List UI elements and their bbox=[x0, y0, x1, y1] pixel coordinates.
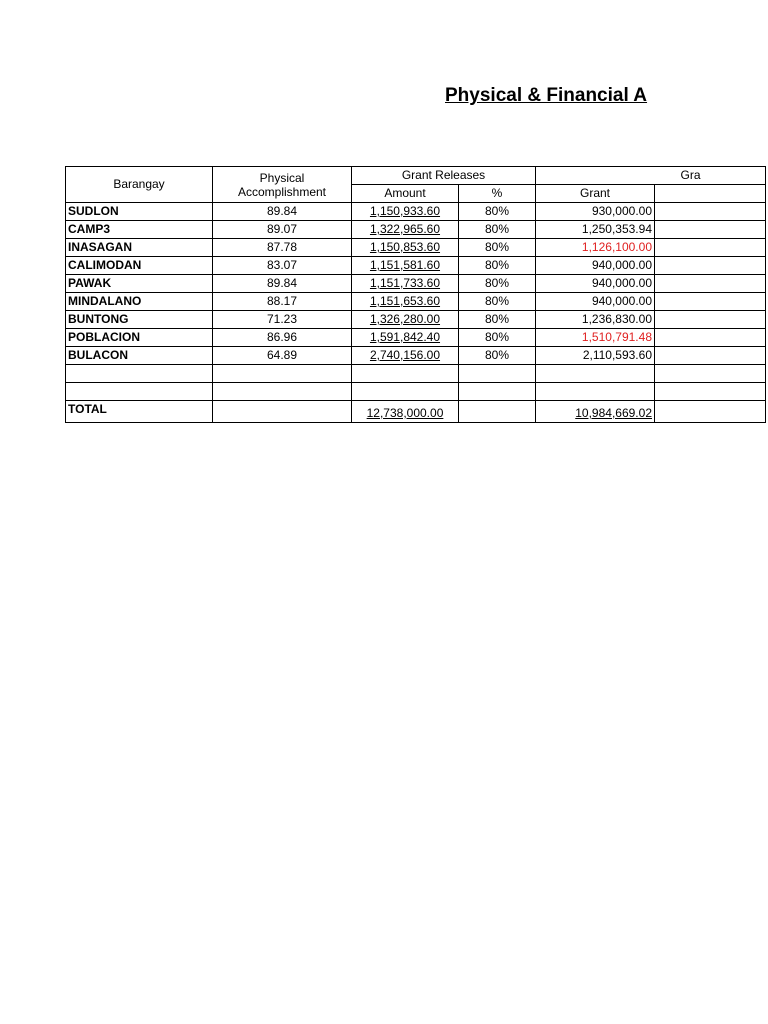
table-body bbox=[66, 203, 766, 423]
cell-grant: 1,236,830.00 bbox=[536, 311, 655, 329]
header-physical bbox=[213, 167, 352, 203]
cell-barangay: INASAGAN bbox=[66, 239, 213, 257]
cell-hidden bbox=[655, 203, 766, 221]
cell-percent: 80% bbox=[459, 203, 536, 221]
cell-grant: 930,000.00 bbox=[536, 203, 655, 221]
cell-hidden bbox=[655, 347, 766, 365]
table-row bbox=[66, 275, 766, 293]
cell-grant: 940,000.00 bbox=[536, 293, 655, 311]
cell-percent: 80% bbox=[459, 293, 536, 311]
total-amount: 12,738,000.00 bbox=[352, 401, 459, 423]
cell-grant: 940,000.00 bbox=[536, 275, 655, 293]
cell-barangay: CALIMODAN bbox=[66, 257, 213, 275]
cell-barangay: POBLACION bbox=[66, 329, 213, 347]
table-row bbox=[66, 311, 766, 329]
cell-percent: 80% bbox=[459, 257, 536, 275]
cell-barangay: CAMP3 bbox=[66, 221, 213, 239]
header-amount: Amount bbox=[352, 185, 459, 203]
cell-percent: 80% bbox=[459, 275, 536, 293]
cell-hidden bbox=[655, 293, 766, 311]
cell-amount: 1,151,581.60 bbox=[352, 257, 459, 275]
cell-barangay: PAWAK bbox=[66, 275, 213, 293]
cell-physical: 86.96 bbox=[213, 329, 352, 347]
total-grant: 10,984,669.02 bbox=[536, 401, 655, 423]
table-row bbox=[66, 293, 766, 311]
empty-row bbox=[66, 365, 766, 383]
header-grant: Grant bbox=[536, 185, 655, 203]
header-percent: % bbox=[459, 185, 536, 203]
page-title: Physical & Financial A bbox=[445, 85, 648, 106]
total-row bbox=[66, 401, 766, 423]
cell-amount: 2,740,156.00 bbox=[352, 347, 459, 365]
report-table-viewport bbox=[65, 166, 701, 430]
cell-grant: 1,126,100.00 bbox=[536, 239, 655, 257]
cell-physical: 64.89 bbox=[213, 347, 352, 365]
cell-physical: 89.07 bbox=[213, 221, 352, 239]
cell-amount: 1,151,653.60 bbox=[352, 293, 459, 311]
cell-percent: 80% bbox=[459, 311, 536, 329]
cell-hidden bbox=[655, 329, 766, 347]
cell-amount: 1,326,280.00 bbox=[352, 311, 459, 329]
cell-barangay: BUNTONG bbox=[66, 311, 213, 329]
table-row bbox=[66, 347, 766, 365]
cell-physical: 89.84 bbox=[213, 203, 352, 221]
cell-percent: 80% bbox=[459, 221, 536, 239]
cell-hidden bbox=[655, 221, 766, 239]
cell-hidden bbox=[655, 275, 766, 293]
cell-grant: 1,510,791.48 bbox=[536, 329, 655, 347]
cell-amount: 1,150,853.60 bbox=[352, 239, 459, 257]
cell-hidden bbox=[655, 239, 766, 257]
cell-physical: 87.78 bbox=[213, 239, 352, 257]
header-next-group: Gra bbox=[536, 167, 766, 185]
cell-amount: 1,151,733.60 bbox=[352, 275, 459, 293]
cell-barangay: BULACON bbox=[66, 347, 213, 365]
table-row bbox=[66, 221, 766, 239]
cell-barangay: SUDLON bbox=[66, 203, 213, 221]
table-row bbox=[66, 329, 766, 347]
cell-percent: 80% bbox=[459, 329, 536, 347]
cell-barangay: MINDALANO bbox=[66, 293, 213, 311]
total-label: TOTAL bbox=[66, 401, 213, 423]
cell-physical: 89.84 bbox=[213, 275, 352, 293]
header-grant-releases: Grant Releases bbox=[352, 167, 536, 185]
header-barangay: Barangay bbox=[66, 167, 213, 203]
cell-grant: 1,250,353.94 bbox=[536, 221, 655, 239]
cell-grant: 2,110,593.60 bbox=[536, 347, 655, 365]
cell-physical: 83.07 bbox=[213, 257, 352, 275]
cell-grant: 940,000.00 bbox=[536, 257, 655, 275]
cell-percent: 80% bbox=[459, 347, 536, 365]
cell-amount: 1,150,933.60 bbox=[352, 203, 459, 221]
cell-hidden bbox=[655, 257, 766, 275]
header-hidden bbox=[655, 185, 766, 203]
report-table bbox=[65, 166, 766, 423]
cell-physical: 88.17 bbox=[213, 293, 352, 311]
table-row bbox=[66, 239, 766, 257]
cell-amount: 1,322,965.60 bbox=[352, 221, 459, 239]
cell-percent: 80% bbox=[459, 239, 536, 257]
header-physical-line1: Physical bbox=[259, 170, 305, 185]
table-row bbox=[66, 257, 766, 275]
cell-physical: 71.23 bbox=[213, 311, 352, 329]
empty-row bbox=[66, 383, 766, 401]
header-physical-line2: Accomplishment bbox=[237, 184, 327, 199]
cell-hidden bbox=[655, 311, 766, 329]
cell-amount: 1,591,842.40 bbox=[352, 329, 459, 347]
table-row bbox=[66, 203, 766, 221]
